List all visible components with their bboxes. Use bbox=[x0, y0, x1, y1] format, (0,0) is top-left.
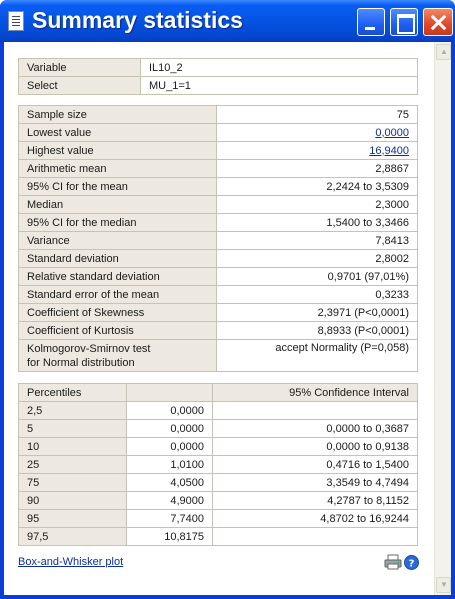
percentile-label: 75 bbox=[19, 474, 127, 492]
percentile-ci: 4,2787 to 8,1152 bbox=[213, 492, 418, 510]
stat-label: Sample size bbox=[19, 106, 217, 124]
selection-table bbox=[18, 58, 418, 95]
value-header bbox=[127, 384, 213, 402]
table-row bbox=[19, 286, 418, 304]
table-row bbox=[19, 340, 418, 372]
percentile-ci: 0,0000 to 0,3687 bbox=[213, 420, 418, 438]
stat-label: Highest value bbox=[19, 142, 217, 160]
stat-value: 7,8413 bbox=[217, 232, 418, 250]
highest-value-cell bbox=[217, 142, 418, 160]
stat-value: 8,8933 (P<0,0001) bbox=[217, 322, 418, 340]
table-row bbox=[19, 59, 418, 77]
percentile-value: 4,9000 bbox=[127, 492, 213, 510]
ks-test-value: accept Normality (P=0,058) bbox=[217, 340, 418, 372]
percentile-value: 7,7400 bbox=[127, 510, 213, 528]
minimize-button[interactable] bbox=[357, 8, 385, 36]
close-button[interactable] bbox=[423, 8, 453, 36]
stat-label: Relative standard deviation bbox=[19, 268, 217, 286]
percentile-label: 10 bbox=[19, 438, 127, 456]
stat-label: Standard deviation bbox=[19, 250, 217, 268]
stat-value: 0,9701 (97,01%) bbox=[217, 268, 418, 286]
table-row bbox=[19, 438, 418, 456]
table-row bbox=[19, 268, 418, 286]
percentile-label: 90 bbox=[19, 492, 127, 510]
percentile-ci: 4,8702 to 16,9244 bbox=[213, 510, 418, 528]
percentile-ci: 0,0000 to 0,9138 bbox=[213, 438, 418, 456]
table-row bbox=[19, 402, 418, 420]
scroll-up-button[interactable] bbox=[436, 44, 451, 60]
stat-value: 0,3233 bbox=[217, 286, 418, 304]
select-label: Select bbox=[19, 77, 141, 95]
table-row bbox=[19, 77, 418, 95]
percentile-value: 10,8175 bbox=[127, 528, 213, 546]
percentiles-header: Percentiles bbox=[19, 384, 127, 402]
scroll-up-arrow-icon: ▲ bbox=[440, 47, 448, 56]
title-bar[interactable] bbox=[0, 0, 455, 42]
percentile-value: 4,0500 bbox=[127, 474, 213, 492]
stat-label: Variance bbox=[19, 232, 217, 250]
table-row bbox=[19, 160, 418, 178]
stat-value: 1,5400 to 3,3466 bbox=[217, 214, 418, 232]
document-icon bbox=[8, 11, 24, 31]
ks-label-line1: Kolmogorov-Smirnov test bbox=[27, 343, 151, 355]
percentile-value: 0,0000 bbox=[127, 420, 213, 438]
percentile-value: 0,0000 bbox=[127, 438, 213, 456]
ks-test-label bbox=[19, 340, 217, 372]
scroll-down-button[interactable] bbox=[436, 577, 451, 593]
table-row bbox=[19, 178, 418, 196]
scroll-down-arrow-icon: ▼ bbox=[440, 580, 448, 589]
table-row bbox=[19, 304, 418, 322]
percentiles-table bbox=[18, 383, 418, 546]
table-row bbox=[19, 528, 418, 546]
table-header-row bbox=[19, 384, 418, 402]
variable-label: Variable bbox=[19, 59, 141, 77]
percentile-ci: 0,4716 to 1,5400 bbox=[213, 456, 418, 474]
percentile-value: 0,0000 bbox=[127, 402, 213, 420]
table-row bbox=[19, 196, 418, 214]
percentile-value: 1,0100 bbox=[127, 456, 213, 474]
stat-label: Arithmetic mean bbox=[19, 160, 217, 178]
box-whisker-plot-link[interactable]: Box-and-Whisker plot bbox=[18, 556, 124, 568]
table-row bbox=[19, 214, 418, 232]
stat-label: Lowest value bbox=[19, 124, 217, 142]
table-row bbox=[19, 142, 418, 160]
percentile-label: 25 bbox=[19, 456, 127, 474]
stat-value: 2,3971 (P<0,0001) bbox=[217, 304, 418, 322]
stat-value: 2,8002 bbox=[217, 250, 418, 268]
table-row bbox=[19, 474, 418, 492]
percentile-label: 2,5 bbox=[19, 402, 127, 420]
stat-value: 2,8867 bbox=[217, 160, 418, 178]
stat-label: 95% CI for the median bbox=[19, 214, 217, 232]
variable-value: IL10_2 bbox=[141, 59, 418, 77]
stat-value: 2,2424 to 3,5309 bbox=[217, 178, 418, 196]
stat-label: Standard error of the mean bbox=[19, 286, 217, 304]
percentile-label: 97,5 bbox=[19, 528, 127, 546]
table-row bbox=[19, 420, 418, 438]
table-row bbox=[19, 492, 418, 510]
vertical-scrollbar[interactable] bbox=[434, 42, 451, 595]
table-row bbox=[19, 456, 418, 474]
help-icon[interactable] bbox=[404, 555, 419, 570]
ci-header: 95% Confidence Interval bbox=[213, 384, 418, 402]
stat-label: Coefficient of Skewness bbox=[19, 304, 217, 322]
print-icon[interactable] bbox=[384, 554, 402, 570]
ks-label-line2: for Normal distribution bbox=[27, 357, 135, 369]
window-title: Summary statistics bbox=[32, 7, 243, 33]
percentile-ci bbox=[213, 402, 418, 420]
highest-value-link[interactable]: 16,9400 bbox=[369, 144, 409, 157]
select-value: MU_1=1 bbox=[141, 77, 418, 95]
stat-value: 75 bbox=[217, 106, 418, 124]
table-row bbox=[19, 124, 418, 142]
percentile-ci: 3,3549 to 4,7494 bbox=[213, 474, 418, 492]
table-row bbox=[19, 322, 418, 340]
maximize-button[interactable] bbox=[390, 8, 418, 36]
table-row bbox=[19, 250, 418, 268]
stat-label: 95% CI for the mean bbox=[19, 178, 217, 196]
content-area bbox=[4, 42, 451, 595]
lowest-value-link[interactable]: 0,0000 bbox=[375, 126, 409, 139]
svg-text:?: ? bbox=[408, 558, 415, 570]
lowest-value-cell bbox=[217, 124, 418, 142]
percentile-label: 5 bbox=[19, 420, 127, 438]
table-row bbox=[19, 510, 418, 528]
stat-value: 2,3000 bbox=[217, 196, 418, 214]
stat-label: Median bbox=[19, 196, 217, 214]
table-row bbox=[19, 106, 418, 124]
statistics-table bbox=[18, 105, 418, 372]
table-row bbox=[19, 232, 418, 250]
percentile-label: 95 bbox=[19, 510, 127, 528]
percentile-ci bbox=[213, 528, 418, 546]
stat-label: Coefficient of Kurtosis bbox=[19, 322, 217, 340]
